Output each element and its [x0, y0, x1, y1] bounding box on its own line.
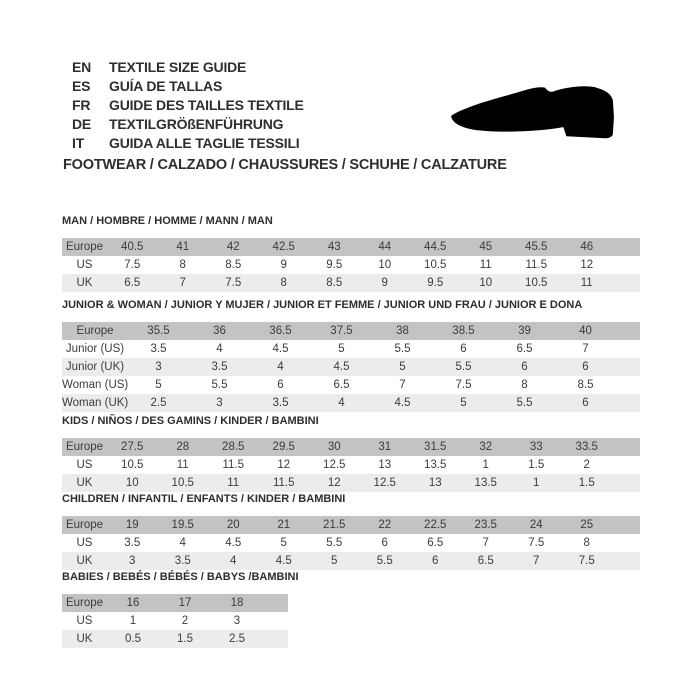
filler-cell [612, 238, 640, 256]
filler-cell [612, 516, 640, 534]
size-cell: 5 [155, 379, 162, 391]
size-section-title: MAN / HOMBRE / HOMME / MANN / MAN [62, 215, 273, 227]
size-cell: 1.5 [177, 633, 193, 645]
size-cell: 4 [277, 361, 284, 373]
language-row [72, 58, 304, 77]
size-cell: 5.5 [394, 343, 411, 355]
size-table [62, 238, 640, 292]
row-label: US [76, 259, 93, 271]
size-cell: 7 [399, 379, 406, 391]
size-cell: 11.5 [222, 459, 245, 471]
size-cell: 25 [580, 519, 594, 531]
table-row [62, 552, 640, 570]
size-cell: 39 [518, 325, 531, 337]
size-cell: 5 [280, 537, 287, 549]
size-cell: 4.5 [225, 537, 242, 549]
size-table [62, 594, 288, 648]
filler-cell [263, 594, 288, 612]
size-cell: 11 [580, 277, 593, 289]
row-label: Junior (US) [65, 343, 125, 355]
size-cell: 6.5 [516, 343, 533, 355]
size-cell: 17 [178, 597, 192, 609]
size-cell: 6.5 [477, 555, 494, 567]
size-cell: 6 [521, 361, 528, 373]
size-cell: 7 [533, 555, 540, 567]
size-cell: 36.5 [269, 325, 292, 337]
size-cell: 5 [331, 555, 338, 567]
size-cell: 2 [181, 615, 189, 627]
size-cell: 7.5 [528, 537, 545, 549]
size-cell: 28.5 [222, 441, 245, 453]
filler-cell [612, 274, 640, 292]
size-cell: 3 [233, 615, 241, 627]
size-section-0 [62, 214, 640, 292]
category-heading: FOOTWEAR / CALZADO / CHAUSSURES / SCHUHE / CALZATURE [63, 157, 507, 173]
size-cell: 6 [277, 379, 284, 391]
size-cell: 31 [378, 441, 392, 453]
table-row [62, 594, 288, 612]
size-table [62, 438, 640, 492]
row-label: US [76, 615, 93, 627]
size-cell: 19 [125, 519, 139, 531]
filler-cell [612, 534, 640, 552]
size-cell: 13 [378, 459, 392, 471]
row-label: US [76, 537, 93, 549]
row-label: Woman (US) [62, 379, 128, 391]
row-label: Europe [76, 325, 114, 337]
size-cell: 12.5 [373, 477, 396, 489]
size-cell: 5.5 [376, 555, 393, 567]
size-cell: 6 [582, 361, 589, 373]
shoe-icon-path [451, 86, 614, 138]
size-cell: 8.5 [326, 277, 343, 289]
row-label: Europe [65, 597, 104, 609]
size-section-title: CHILDREN / INFANTIL / ENFANTS / KINDER / BAMBINI [62, 493, 346, 505]
row-label: UK [76, 477, 93, 489]
table-row [62, 630, 288, 648]
size-cell: 5.5 [211, 379, 228, 391]
size-cell: 6 [381, 537, 388, 549]
row-label: Europe [65, 519, 104, 531]
size-cell: 6.5 [427, 537, 444, 549]
size-cell: 3.5 [272, 397, 289, 409]
size-cell: 4 [216, 343, 223, 355]
size-cell: 9.5 [326, 259, 343, 271]
size-cell: 4 [179, 537, 186, 549]
size-cell: 38 [396, 325, 409, 337]
filler-cell [612, 256, 640, 274]
size-cell: 40 [579, 325, 592, 337]
language-row [72, 77, 304, 96]
size-cell: 3 [155, 361, 162, 373]
size-cell: 5 [399, 361, 406, 373]
size-cell: 1.5 [578, 477, 595, 489]
size-cell: 1 [129, 615, 137, 627]
size-cell: 4.5 [333, 361, 350, 373]
size-cell: 30 [327, 441, 341, 453]
size-cell: 5.5 [326, 537, 343, 549]
size-cell: 7 [482, 537, 489, 549]
table-row [62, 238, 640, 256]
size-cell: 8.5 [577, 379, 594, 391]
size-cell: 11 [479, 259, 492, 271]
size-cell: 44.5 [424, 241, 447, 253]
size-cell: 33 [529, 441, 543, 453]
filler-cell [263, 612, 288, 630]
size-cell: 11.5 [272, 477, 295, 489]
size-cell: 7 [179, 277, 186, 289]
filler-cell [612, 438, 640, 456]
size-cell: 44 [378, 241, 392, 253]
size-cell: 16 [126, 597, 140, 609]
size-cell: 4 [338, 397, 345, 409]
filler-cell [263, 630, 288, 648]
size-cell: 8 [521, 379, 528, 391]
size-cell: 12 [277, 459, 291, 471]
size-cell: 36 [213, 325, 226, 337]
language-row [72, 96, 304, 115]
size-cell: 2 [583, 459, 590, 471]
table-row [62, 534, 640, 552]
size-cell: 43 [327, 241, 341, 253]
size-cell: 12 [580, 259, 594, 271]
row-label: Woman (UK) [62, 397, 128, 409]
size-cell: 41 [176, 241, 190, 253]
table-row [62, 322, 640, 340]
size-table [62, 516, 640, 570]
size-cell: 21 [277, 519, 291, 531]
size-section-title: KIDS / NIÑOS / DES GAMINS / KINDER / BAMBINI [62, 415, 319, 427]
size-cell: 38.5 [452, 325, 475, 337]
size-cell: 13.5 [424, 459, 447, 471]
size-cell: 6.5 [124, 277, 141, 289]
size-cell: 21.5 [323, 519, 346, 531]
size-cell: 7.5 [455, 379, 472, 391]
size-cell: 10.5 [424, 259, 447, 271]
size-cell: 8 [583, 537, 590, 549]
size-cell: 9 [381, 277, 388, 289]
size-cell: 4.5 [394, 397, 411, 409]
table-row [62, 612, 288, 630]
size-cell: 27.5 [121, 441, 144, 453]
filler-cell [616, 340, 640, 358]
table-row [62, 256, 640, 274]
size-cell: 7.5 [124, 259, 141, 271]
size-cell: 1.5 [528, 459, 545, 471]
table-row [62, 358, 640, 376]
size-cell: 12 [327, 477, 341, 489]
size-cell: 13.5 [474, 477, 497, 489]
size-cell: 7.5 [225, 277, 242, 289]
size-cell: 2.5 [229, 633, 245, 645]
size-cell: 31.5 [424, 441, 447, 453]
size-cell: 3.5 [211, 361, 228, 373]
size-cell: 10 [378, 259, 392, 271]
size-cell: 40.5 [121, 241, 144, 253]
table-row [62, 274, 640, 292]
row-label: Europe [65, 441, 104, 453]
filler-cell [616, 358, 640, 376]
filler-cell [616, 376, 640, 394]
size-cell: 3.5 [174, 555, 191, 567]
size-cell: 45.5 [525, 241, 548, 253]
size-cell: 7 [582, 343, 589, 355]
size-section-title: BABIES / BEBÉS / BÉBÉS / BABYS /BAMBINI [62, 571, 299, 583]
size-cell: 8.5 [225, 259, 242, 271]
size-cell: 9 [280, 259, 287, 271]
shoe-icon-svg [447, 84, 619, 142]
size-cell: 3 [129, 555, 136, 567]
table-row [62, 474, 640, 492]
size-cell: 9.5 [427, 277, 444, 289]
language-code: IT [72, 135, 85, 151]
size-section-3 [62, 492, 640, 570]
size-cell: 1 [482, 459, 489, 471]
size-cell: 28 [176, 441, 190, 453]
language-label: TEXTILGRÖßENFÜHRUNG [109, 116, 284, 132]
row-label: UK [76, 633, 93, 645]
size-cell: 6 [432, 555, 439, 567]
size-cell: 3 [216, 397, 223, 409]
language-code: ES [72, 78, 91, 94]
size-cell: 5.5 [455, 361, 472, 373]
size-cell: 46 [580, 241, 594, 253]
filler-cell [612, 456, 640, 474]
language-label: GUÍA DE TALLAS [109, 78, 223, 94]
size-section-2 [62, 414, 640, 492]
filler-cell [612, 552, 640, 570]
size-cell: 2.5 [150, 397, 167, 409]
size-section-4 [62, 570, 299, 648]
size-cell: 5 [460, 397, 467, 409]
size-cell: 12.5 [323, 459, 346, 471]
size-cell: 23.5 [474, 519, 497, 531]
row-label: UK [76, 277, 93, 289]
size-cell: 8 [280, 277, 287, 289]
language-label: GUIDA ALLE TAGLIE TESSILI [109, 135, 300, 151]
table-row [62, 376, 640, 394]
size-cell: 6.5 [333, 379, 350, 391]
size-cell: 1 [533, 477, 540, 489]
size-cell: 10.5 [171, 477, 194, 489]
language-list [72, 58, 304, 153]
table-row [62, 340, 640, 358]
size-cell: 10 [479, 277, 493, 289]
size-cell: 4 [230, 555, 237, 567]
table-row [62, 456, 640, 474]
size-cell: 32 [479, 441, 493, 453]
size-cell: 10 [125, 477, 139, 489]
language-row [72, 134, 304, 153]
size-cell: 7.5 [578, 555, 595, 567]
filler-cell [616, 394, 640, 412]
size-cell: 5 [338, 343, 345, 355]
table-row [62, 516, 640, 534]
row-label: Europe [65, 241, 104, 253]
size-cell: 10.5 [525, 277, 548, 289]
size-cell: 22 [378, 519, 392, 531]
language-code: EN [72, 59, 92, 75]
language-label: GUIDE DES TAILLES TEXTILE [109, 97, 304, 113]
size-cell: 42.5 [272, 241, 295, 253]
size-cell: 6 [460, 343, 467, 355]
language-code: DE [72, 116, 92, 132]
size-cell: 11 [176, 459, 189, 471]
size-cell: 18 [230, 597, 244, 609]
size-cell: 10.5 [121, 459, 144, 471]
size-cell: 13 [428, 477, 442, 489]
size-cell: 37.5 [330, 325, 353, 337]
language-code: FR [72, 97, 91, 113]
table-row [62, 394, 640, 412]
size-cell: 42 [226, 241, 240, 253]
size-cell: 45 [479, 241, 493, 253]
size-cell: 4.5 [275, 555, 292, 567]
size-cell: 8 [179, 259, 186, 271]
size-cell: 4.5 [272, 343, 289, 355]
size-cell: 11.5 [525, 259, 548, 271]
filler-cell [612, 474, 640, 492]
row-label: US [76, 459, 93, 471]
table-row [62, 438, 640, 456]
language-label: TEXTILE SIZE GUIDE [109, 59, 247, 75]
size-section-1 [62, 298, 640, 412]
row-label: Junior (UK) [65, 361, 125, 373]
size-cell: 6 [582, 397, 589, 409]
size-cell: 5.5 [516, 397, 533, 409]
size-cell: 20 [226, 519, 240, 531]
size-cell: 11 [227, 477, 240, 489]
size-cell: 24 [529, 519, 543, 531]
size-cell: 35.5 [147, 325, 170, 337]
size-table [62, 322, 640, 412]
size-section-title: JUNIOR & WOMAN / JUNIOR Y MUJER / JUNIOR ET FEMME / JUNIOR UND FRAU / JUNIOR E DONA [62, 299, 583, 311]
size-cell: 33.5 [575, 441, 598, 453]
row-label: UK [76, 555, 93, 567]
size-cell: 29.5 [272, 441, 295, 453]
size-cell: 22.5 [424, 519, 447, 531]
language-row [72, 115, 304, 134]
shoe-icon [447, 84, 619, 142]
size-cell: 0.5 [125, 633, 141, 645]
size-cell: 3.5 [124, 537, 141, 549]
size-cell: 19.5 [171, 519, 194, 531]
size-cell: 3.5 [150, 343, 167, 355]
filler-cell [616, 322, 640, 340]
